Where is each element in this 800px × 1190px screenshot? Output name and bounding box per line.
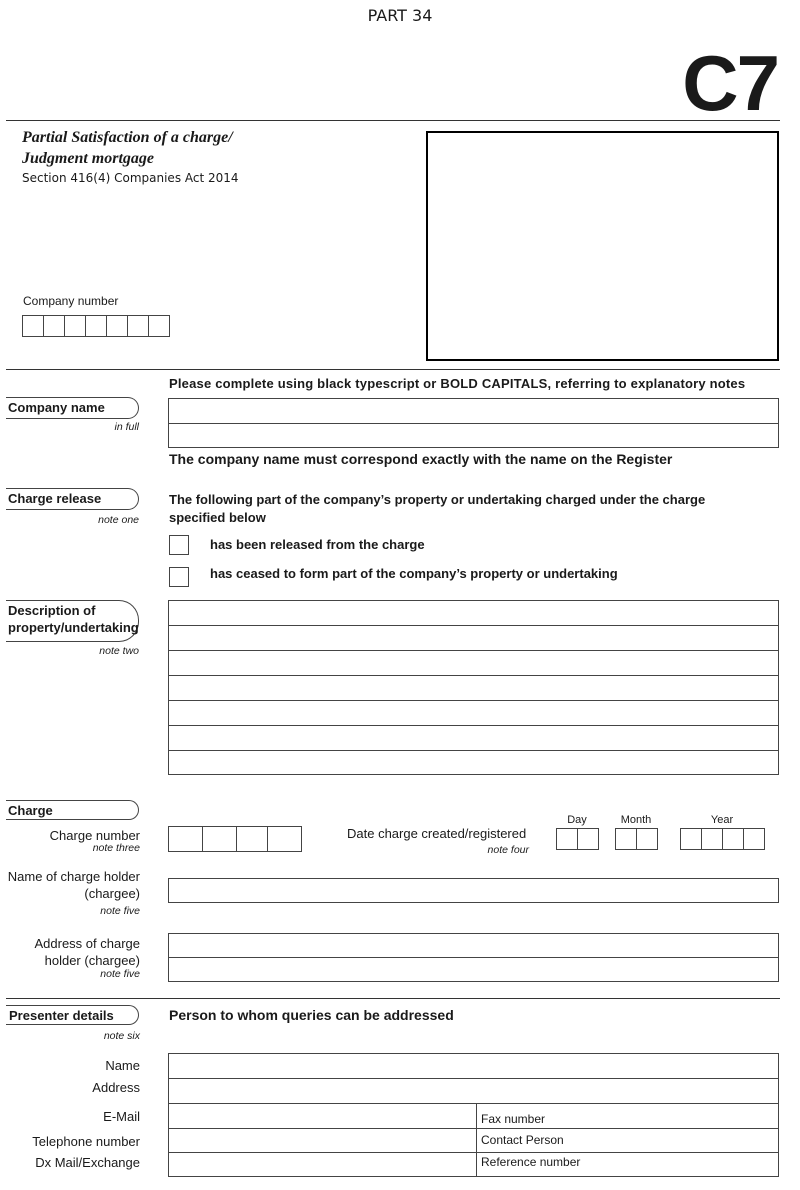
- presenter-address-input[interactable]: [169, 1079, 778, 1103]
- presenter-label: Presenter details: [9, 1008, 114, 1023]
- presenter-note: note six: [103, 1030, 140, 1042]
- released-option-label: has been released from the charge: [210, 537, 425, 552]
- charge-release-label: Charge release: [8, 491, 102, 506]
- description-label-line2: property/undertaking: [8, 620, 139, 635]
- presenter-name-label: Name: [105, 1058, 140, 1073]
- day-label: Day: [567, 814, 587, 826]
- description-input[interactable]: [168, 600, 779, 775]
- month-input[interactable]: [615, 828, 658, 850]
- released-checkbox[interactable]: [169, 535, 189, 555]
- company-name-note: in full: [114, 421, 139, 433]
- company-name-section-label: [6, 397, 139, 419]
- description-section-label: [6, 600, 139, 642]
- description-label-line1: Description of: [8, 603, 96, 618]
- charge-release-note: note one: [98, 514, 139, 526]
- form-subtitle: Section 416(4) Companies Act 2014: [22, 171, 239, 185]
- company-name-label: Company name: [8, 400, 105, 415]
- charge-release-section-label: [6, 488, 139, 510]
- day-input[interactable]: [556, 828, 599, 850]
- presenter-dx-label: Dx Mail/Exchange: [35, 1155, 140, 1170]
- presenter-details-grid: [168, 1053, 779, 1177]
- month-label: Month: [620, 814, 652, 826]
- presenter-email-input[interactable]: [169, 1104, 476, 1128]
- charge-holder-address-label-line2: holder (chargee): [44, 953, 140, 968]
- form-title-line1: Partial Satisfaction of a charge/: [22, 129, 233, 146]
- company-number-label: Company number: [23, 294, 119, 308]
- charge-holder-name-label-line1: Name of charge holder: [7, 869, 140, 884]
- company-number-input[interactable]: [22, 315, 170, 337]
- presenter-name-input[interactable]: [169, 1054, 778, 1078]
- instructions: Please complete using black typescript or BOLD CAPITALS, referring to explanatory notes: [169, 376, 746, 391]
- presenter-section-label: [6, 1005, 139, 1025]
- company-name-warning: The company name must correspond exactly with the name on the Register: [169, 451, 673, 467]
- presenter-heading: Person to whom queries can be addressed: [169, 1007, 454, 1023]
- charge-holder-address-label-line1: Address of charge: [34, 936, 140, 951]
- presenter-telephone-input[interactable]: [169, 1129, 476, 1153]
- ceased-checkbox[interactable]: [169, 567, 189, 587]
- presenter-email-label: E-Mail: [103, 1109, 140, 1124]
- year-input[interactable]: [680, 828, 765, 850]
- charge-release-intro: The following part of the company’s property or undertaking charged under the charge specified below: [169, 492, 706, 525]
- form-title-line2: Judgment mortgage: [22, 150, 155, 167]
- part-label: PART 34: [367, 6, 433, 25]
- form-title: [22, 127, 322, 169]
- ceased-option-label: has ceased to form part of the company’s property or undertaking: [210, 566, 618, 581]
- charge-holder-name-note: note five: [100, 905, 140, 917]
- presenter-telephone-label: Telephone number: [32, 1134, 140, 1149]
- presenter-column-divider: [476, 1103, 477, 1177]
- charge-label: Charge: [8, 803, 53, 818]
- description-note: note two: [99, 645, 139, 657]
- charge-holder-address-input[interactable]: [168, 933, 779, 982]
- charge-number-label: Charge number: [49, 828, 140, 843]
- reference-number-label: Reference number: [481, 1155, 581, 1169]
- form-code: C7: [682, 39, 778, 127]
- charge-number-input[interactable]: [168, 826, 302, 852]
- company-name-input[interactable]: [168, 398, 779, 448]
- header-divider: [6, 120, 780, 121]
- charge-holder-name-input[interactable]: [168, 878, 779, 903]
- office-use-box: [426, 131, 779, 361]
- section-divider-top: [6, 369, 780, 370]
- charge-number-note: note three: [92, 842, 140, 854]
- charge-holder-name-label-line2: (chargee): [84, 886, 140, 901]
- fax-number-label: Fax number: [481, 1112, 546, 1126]
- charge-holder-address-label: [6, 935, 140, 969]
- date-created-note: note four: [487, 844, 529, 856]
- section-divider-bottom: [6, 998, 780, 999]
- contact-person-label: Contact Person: [481, 1133, 564, 1147]
- presenter-address-label: Address: [92, 1080, 140, 1095]
- charge-holder-name-label: [6, 868, 140, 902]
- presenter-dx-input[interactable]: [169, 1153, 476, 1177]
- date-created-label: Date charge created/registered: [347, 826, 527, 841]
- charge-section-label: [6, 800, 139, 820]
- charge-holder-address-note: note five: [100, 968, 140, 980]
- year-label: Year: [710, 814, 734, 826]
